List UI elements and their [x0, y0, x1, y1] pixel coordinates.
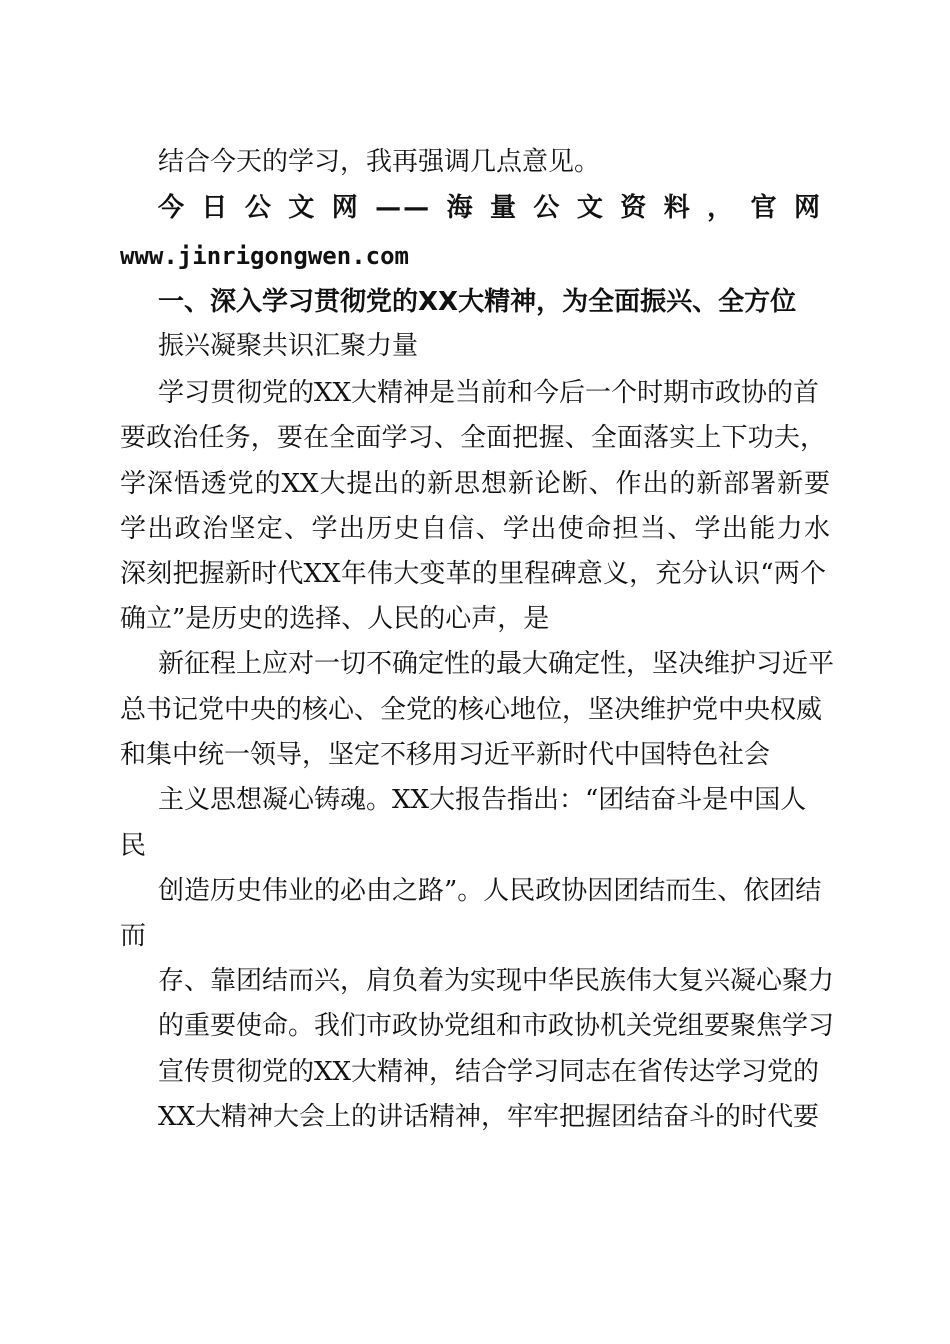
text-line: 和集中统一领导，坚定不移用习近平新时代中国特色社会 — [120, 740, 771, 770]
text-line: 而 — [120, 921, 147, 951]
text-line: 宣传贯彻党的XX大精神，结合学习同志在省传达学习党的 — [158, 1057, 820, 1087]
text-line: 要政治任务，要在全面学习、全面把握、全面落实上下功夫， — [120, 423, 826, 453]
text-line: 主义思想凝心铸魂。XX大报告指出：“团结奋斗是中国人 — [158, 785, 807, 815]
text-line: 深刻把握新时代XX年伟大变革的里程碑意义，充分认识“两个 — [120, 559, 826, 589]
site-url-line: www.jinrigongwen.com — [120, 242, 409, 270]
text-line: 确立”是历史的选择、人民的心声，是 — [120, 604, 550, 634]
section-heading-continuation: 振兴凝聚共识汇聚力量 — [158, 331, 419, 361]
site-banner-line: 今日公文网——海量公文资料，官网 — [158, 193, 822, 223]
text-line: 民 — [120, 831, 147, 861]
text-line: 学深悟透党的XX大提出的新思想新论断、作出的新部署新要 — [120, 469, 830, 499]
text-line: 总书记党中央的核心、全党的核心地位，坚决维护党中央权威 — [120, 695, 822, 725]
text-line: 的重要使命。我们市政协党组和市政协机关党组要聚焦学习 — [158, 1011, 835, 1041]
text-line: 存、靠团结而兴，肩负着为实现中华民族伟大复兴凝心聚力 — [158, 966, 835, 996]
text-line: 创造历史伟业的必由之路”。人民政协因团结而生、依团结 — [158, 876, 822, 906]
text-line: 学习贯彻党的XX大精神是当前和今后一个时期市政协的首 — [158, 378, 820, 408]
text-line: 结合今天的学习，我再强调几点意见。 — [158, 147, 601, 177]
section-heading-line: 一、深入学习贯彻党的XX大精神，为全面振兴、全方位 — [158, 287, 797, 317]
text-line: XX大精神大会上的讲话精神，牢牢把握团结奋斗的时代要 — [158, 1102, 820, 1132]
text-line: 新征程上应对一切不确定性的最大确定性，坚决维护习近平 — [158, 649, 835, 679]
text-line: 学出政治坚定、学出历史自信、学出使命担当、学出能力水 — [120, 514, 830, 544]
